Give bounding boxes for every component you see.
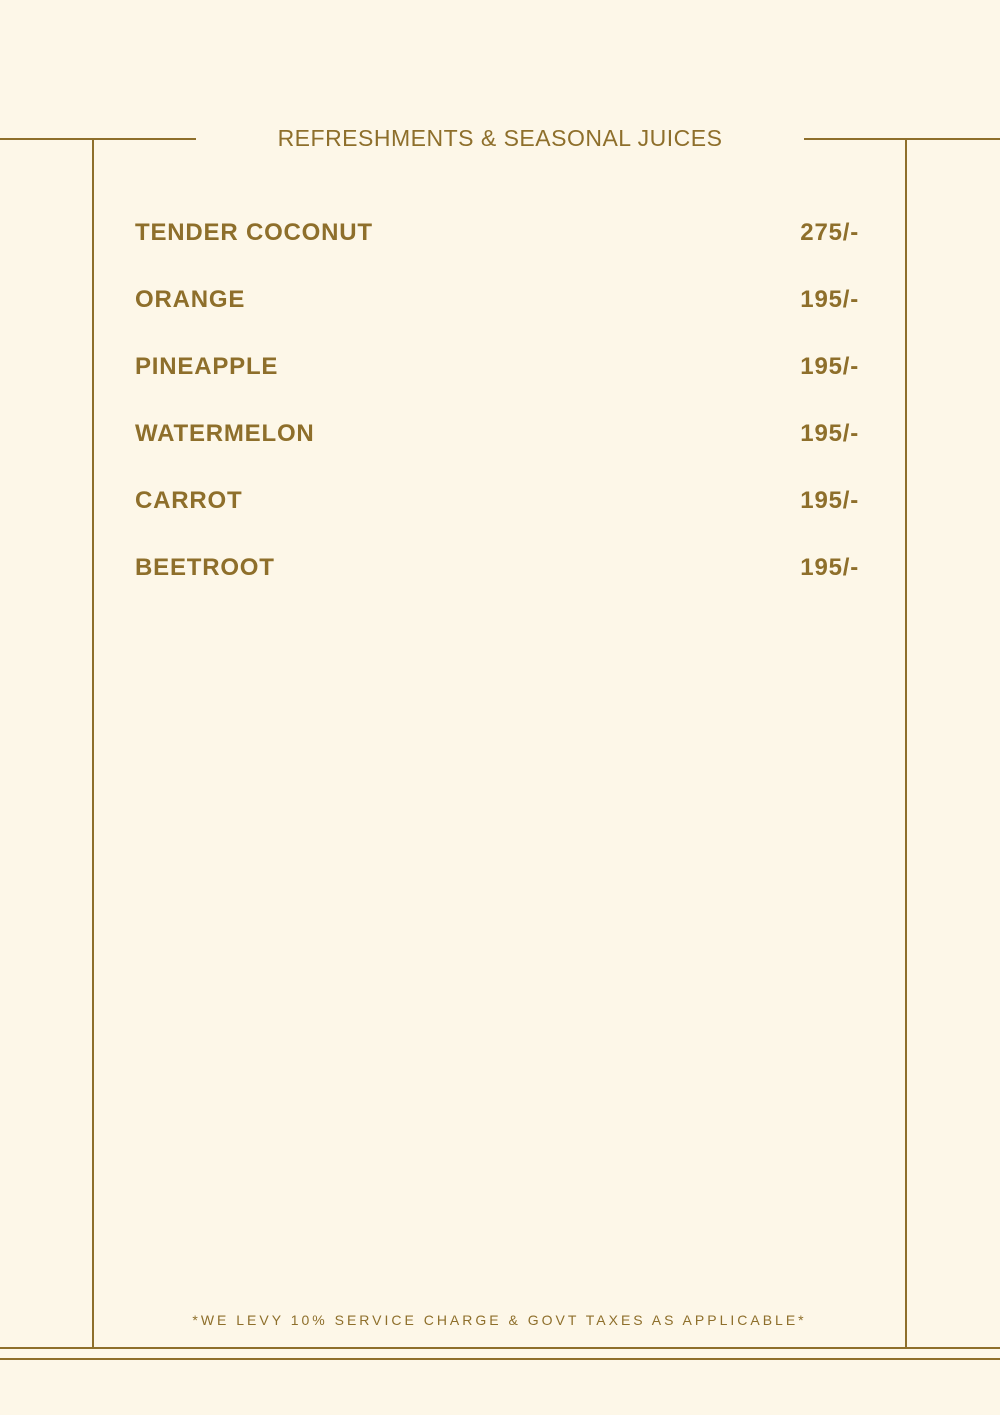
- top-rule-right: [804, 138, 1000, 140]
- menu-item-price: 195/-: [800, 286, 859, 313]
- menu-item: [135, 484, 859, 518]
- menu-list: [135, 216, 859, 618]
- bottom-rule-lower: [0, 1358, 1000, 1360]
- menu-item-name: WATERMELON: [135, 420, 315, 447]
- menu-item: [135, 283, 859, 317]
- menu-item: [135, 216, 859, 250]
- menu-item-name: PINEAPPLE: [135, 353, 279, 380]
- menu-item: [135, 350, 859, 384]
- bottom-rule-upper: [0, 1347, 1000, 1349]
- frame-right-rule: [905, 138, 907, 1348]
- top-rule-left: [0, 138, 196, 140]
- frame-left-rule: [92, 138, 94, 1348]
- menu-item-name: TENDER COCONUT: [135, 219, 373, 246]
- menu-item-name: BEETROOT: [135, 554, 275, 581]
- menu-item-price: 275/-: [800, 219, 859, 246]
- menu-item-price: 195/-: [800, 353, 859, 380]
- service-charge-note: *WE LEVY 10% SERVICE CHARGE & GOVT TAXES AS APPLICABLE*: [192, 1312, 807, 1328]
- menu-item: [135, 417, 859, 451]
- menu-item-price: 195/-: [800, 487, 859, 514]
- menu-item-name: ORANGE: [135, 286, 246, 313]
- section-title: REFRESHMENTS & SEASONAL JUICES: [277, 125, 723, 151]
- menu-item-price: 195/-: [800, 554, 859, 581]
- menu-item: [135, 551, 859, 585]
- menu-item-name: CARROT: [135, 487, 243, 514]
- menu-item-price: 195/-: [800, 420, 859, 447]
